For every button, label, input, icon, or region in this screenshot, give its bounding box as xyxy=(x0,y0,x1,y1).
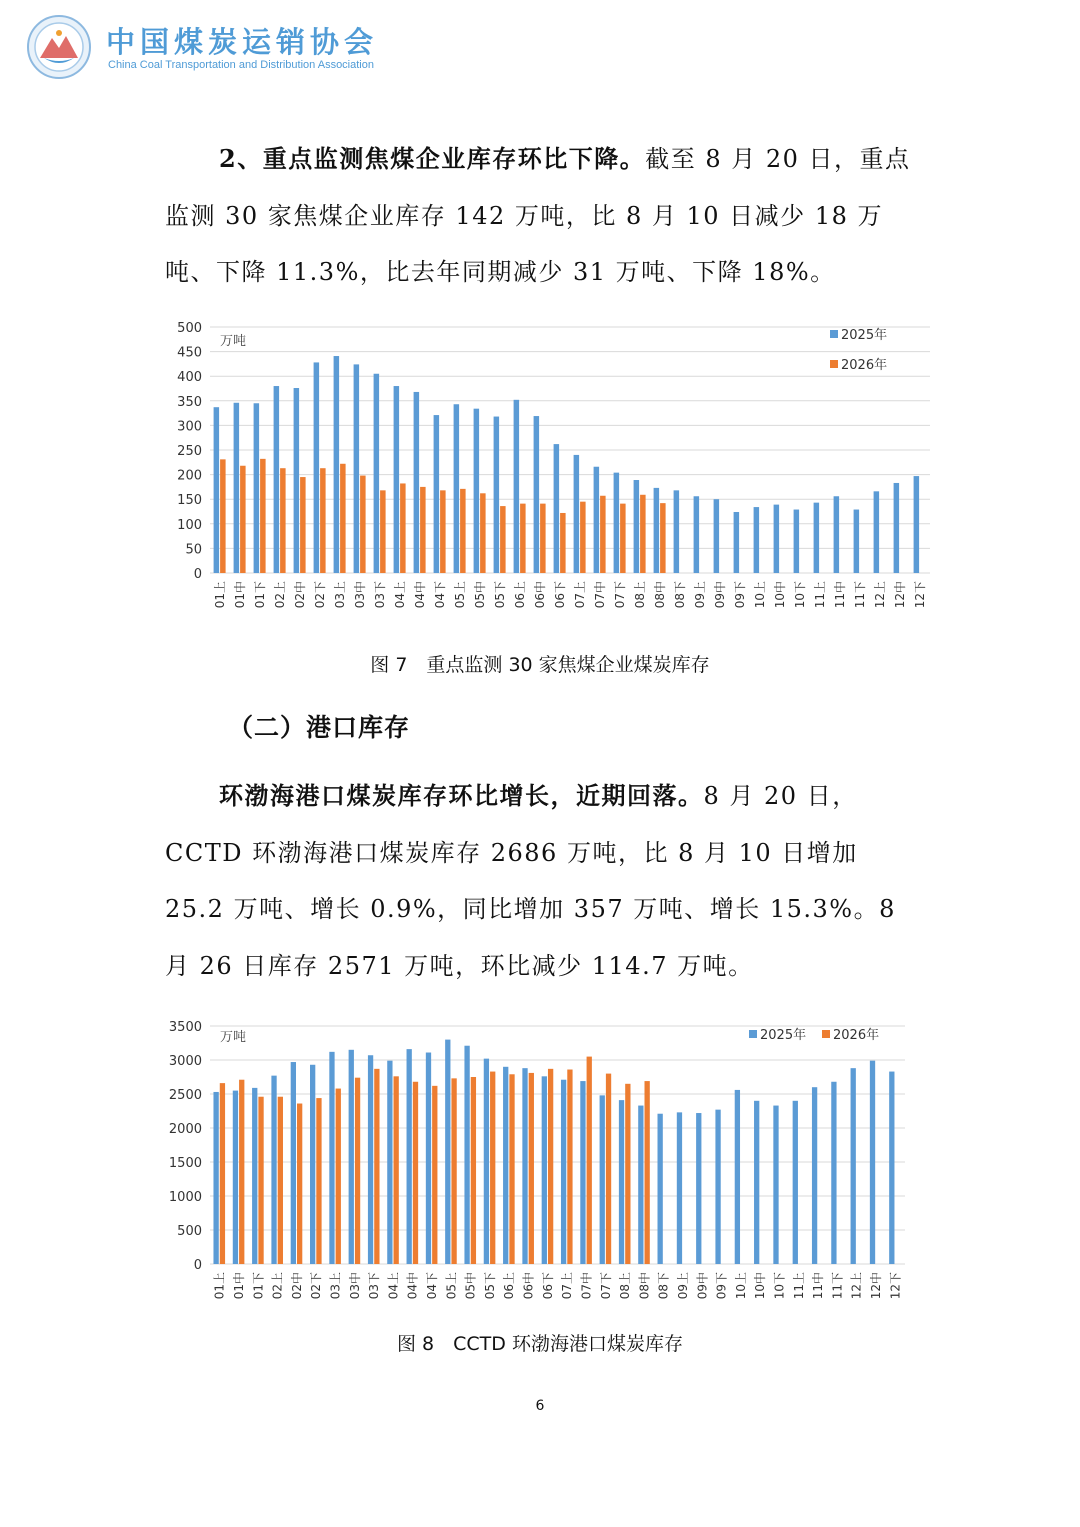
legend-label: 2025年 xyxy=(841,328,888,343)
bar-2026-01上 xyxy=(220,459,226,573)
x-tick-label: 05中 xyxy=(473,581,487,609)
y-tick-label: 1500 xyxy=(168,1156,202,1171)
bar-2026-07上 xyxy=(580,502,586,573)
legend-swatch xyxy=(830,330,838,338)
bar-2025-07中 xyxy=(580,1081,585,1264)
y-tick-label: 450 xyxy=(177,345,202,361)
x-tick-label: 05下 xyxy=(493,581,507,609)
y-tick-label: 250 xyxy=(177,444,202,459)
chart-port-coal-inventory xyxy=(155,1012,920,1312)
x-tick-label: 03下 xyxy=(373,581,387,609)
bar-2025-05上 xyxy=(454,404,460,573)
bar-2026-07中 xyxy=(587,1057,592,1264)
bar-2026-03上 xyxy=(336,1089,341,1264)
bar-2025-03上 xyxy=(334,356,340,573)
bar-2026-03中 xyxy=(355,1078,360,1264)
x-tick-label: 08下 xyxy=(673,581,687,609)
x-tick-label: 02上 xyxy=(273,581,287,609)
bar-2025-03下 xyxy=(368,1055,373,1264)
x-tick-label: 08下 xyxy=(656,1272,671,1300)
bar-2025-08中 xyxy=(638,1106,643,1264)
page-number: 6 xyxy=(535,1398,545,1414)
x-tick-label: 09下 xyxy=(714,1272,729,1300)
x-tick-label: 06上 xyxy=(502,1272,517,1300)
bar-2025-06下 xyxy=(542,1076,547,1264)
bar-2025-04上 xyxy=(394,386,400,573)
x-tick-label: 04中 xyxy=(413,581,427,609)
bar-2025-12上 xyxy=(874,491,880,573)
x-tick-label: 03下 xyxy=(367,1272,382,1300)
bar-2025-06上 xyxy=(503,1067,508,1264)
x-tick-label: 09上 xyxy=(675,1272,690,1300)
bar-2025-02中 xyxy=(294,388,300,573)
x-tick-label: 12中 xyxy=(893,581,907,609)
x-tick-label: 06中 xyxy=(521,1272,536,1300)
bar-2025-08下 xyxy=(658,1114,663,1264)
figure-caption-8: 图 8 CCTD 环渤海港口煤炭库存 xyxy=(397,1333,683,1355)
y-tick-label: 2500 xyxy=(168,1088,202,1103)
bar-2025-09上 xyxy=(694,496,700,573)
bar-2026-03下 xyxy=(380,490,386,573)
bar-2026-08中 xyxy=(644,1081,649,1264)
bar-2026-03下 xyxy=(374,1069,379,1264)
bar-2026-04中 xyxy=(413,1082,418,1264)
bar-2025-10下 xyxy=(794,510,800,573)
bar-2025-07下 xyxy=(600,1095,605,1264)
bar-2025-06下 xyxy=(554,444,560,573)
bar-2026-08上 xyxy=(640,495,646,573)
legend-swatch xyxy=(749,1030,757,1038)
y-tick-label: 0 xyxy=(193,1258,202,1273)
y-tick-label: 150 xyxy=(177,493,202,509)
paragraph-lead: 2、重点监测焦煤企业库存环比下降。 xyxy=(219,144,646,173)
x-tick-label: 12下 xyxy=(913,581,927,609)
x-tick-label: 05上 xyxy=(453,581,467,609)
x-tick-label: 11下 xyxy=(830,1272,845,1300)
bar-2025-03中 xyxy=(349,1050,354,1264)
legend-label: 2025年 xyxy=(760,1028,807,1043)
bar-2025-01下 xyxy=(252,1088,257,1264)
bar-2025-08上 xyxy=(619,1100,624,1264)
bar-2026-04下 xyxy=(440,490,446,573)
x-tick-label: 06中 xyxy=(533,581,547,609)
x-tick-label: 02中 xyxy=(293,581,307,609)
bar-2026-02中 xyxy=(300,477,306,573)
bar-2026-08上 xyxy=(625,1084,630,1264)
x-tick-label: 08中 xyxy=(653,581,667,609)
section-heading-port-inventory: （二）港口库存 xyxy=(228,713,411,742)
x-tick-label: 03中 xyxy=(347,1272,362,1300)
x-tick-label: 07上 xyxy=(560,1272,575,1300)
legend-swatch xyxy=(830,360,838,368)
bar-2025-12上 xyxy=(851,1068,856,1264)
x-tick-label: 09中 xyxy=(695,1272,710,1300)
x-tick-label: 01下 xyxy=(253,581,267,609)
paragraph-coking-coal xyxy=(165,131,925,301)
bar-2025-04中 xyxy=(414,392,420,573)
bar-2025-12下 xyxy=(889,1072,894,1264)
x-tick-label: 07中 xyxy=(593,581,607,609)
paragraph-port-inventory xyxy=(165,768,925,994)
bar-2025-05中 xyxy=(474,409,480,573)
paragraph-lead: 环渤海港口煤炭库存环比增长，近期回落。 xyxy=(219,781,704,810)
x-tick-label: 07上 xyxy=(573,581,587,609)
x-tick-label: 10中 xyxy=(773,581,787,609)
bar-2025-05下 xyxy=(494,417,500,573)
bar-2026-01中 xyxy=(240,466,246,573)
x-tick-label: 04下 xyxy=(425,1272,440,1300)
bar-2025-08中 xyxy=(654,488,660,573)
bar-2025-09下 xyxy=(734,512,740,573)
bar-2025-04下 xyxy=(426,1053,431,1264)
bar-2025-12下 xyxy=(914,476,920,573)
bar-2025-07下 xyxy=(614,473,620,573)
x-tick-label: 12下 xyxy=(888,1272,903,1300)
bar-2025-09中 xyxy=(714,499,720,573)
bar-2026-01中 xyxy=(239,1080,244,1264)
bar-2026-04上 xyxy=(394,1076,399,1264)
bar-2026-01上 xyxy=(220,1083,225,1264)
x-tick-label: 03上 xyxy=(333,581,347,609)
bar-2025-10中 xyxy=(774,505,780,573)
x-tick-label: 02中 xyxy=(289,1272,304,1300)
bar-2025-04中 xyxy=(407,1049,412,1264)
bar-2026-07上 xyxy=(567,1070,572,1264)
x-tick-label: 02下 xyxy=(313,581,327,609)
x-tick-label: 11上 xyxy=(791,1272,806,1300)
y-tick-label: 0 xyxy=(193,567,202,582)
y-axis-unit-label: 万吨 xyxy=(220,334,247,349)
x-tick-label: 09下 xyxy=(733,581,747,609)
y-tick-label: 350 xyxy=(177,394,202,410)
x-tick-label: 10下 xyxy=(793,581,807,609)
bar-2025-11中 xyxy=(812,1087,817,1264)
x-tick-label: 01中 xyxy=(233,581,247,609)
bar-2026-05下 xyxy=(500,506,506,573)
x-tick-label: 06下 xyxy=(540,1272,555,1300)
bar-2025-05中 xyxy=(464,1046,469,1264)
bar-2025-11上 xyxy=(814,503,820,573)
y-tick-label: 3000 xyxy=(168,1054,202,1069)
bar-2025-10上 xyxy=(735,1090,740,1264)
x-tick-label: 11下 xyxy=(853,581,867,609)
y-tick-label: 500 xyxy=(177,321,202,336)
bar-2025-03下 xyxy=(374,374,380,573)
paragraph-body: 8 月 20 日，CCTD 环渤海港口煤炭库存 2686 万吨，比 8 月 10 日增加 25.2 万吨、增长 0.9%，同比增加 357 万吨、增长 15.3%。8 月 26 日库存 2571 万吨，环比减少 114.7 万吨。 xyxy=(165,782,896,980)
x-tick-label: 07中 xyxy=(579,1272,594,1300)
x-tick-label: 04上 xyxy=(393,581,407,609)
bar-2025-11下 xyxy=(854,510,860,573)
bar-2026-07下 xyxy=(606,1074,611,1264)
x-tick-label: 08上 xyxy=(618,1272,633,1300)
x-tick-label: 11中 xyxy=(833,581,847,609)
x-tick-label: 12上 xyxy=(849,1272,864,1300)
x-tick-label: 04上 xyxy=(386,1272,401,1300)
x-tick-label: 10上 xyxy=(733,1272,748,1300)
x-tick-label: 01上 xyxy=(213,581,227,609)
bar-2026-05中 xyxy=(480,493,486,573)
x-tick-label: 10中 xyxy=(753,1272,768,1300)
bar-2025-06上 xyxy=(514,400,520,573)
bar-2026-02中 xyxy=(297,1104,302,1264)
x-tick-label: 02下 xyxy=(309,1272,324,1300)
x-tick-label: 04中 xyxy=(405,1272,420,1300)
bar-2026-05中 xyxy=(471,1077,476,1264)
x-tick-label: 07下 xyxy=(613,581,627,609)
bar-2025-10下 xyxy=(773,1106,778,1264)
bar-2026-02下 xyxy=(320,468,326,573)
bar-2025-01上 xyxy=(213,1092,218,1264)
bar-2026-06中 xyxy=(529,1073,534,1264)
bar-2026-06中 xyxy=(540,504,546,573)
x-tick-label: 03上 xyxy=(328,1272,343,1300)
y-tick-label: 300 xyxy=(177,419,202,435)
bar-2025-12中 xyxy=(894,483,900,573)
x-tick-label: 09上 xyxy=(693,581,707,609)
x-tick-label: 11上 xyxy=(813,581,827,609)
x-tick-label: 03中 xyxy=(353,581,367,609)
bar-2025-08下 xyxy=(674,490,680,573)
bar-2025-08上 xyxy=(634,480,640,573)
x-tick-label: 01中 xyxy=(231,1272,246,1300)
bar-2025-12中 xyxy=(870,1061,875,1264)
bar-2026-06下 xyxy=(560,513,566,573)
bar-2026-04下 xyxy=(432,1086,437,1264)
x-tick-label: 01上 xyxy=(212,1272,227,1300)
x-tick-label: 06上 xyxy=(513,581,527,609)
association-logo xyxy=(26,14,92,80)
bar-2026-07中 xyxy=(600,496,606,573)
y-axis-unit-label: 万吨 xyxy=(220,1030,247,1045)
legend-label: 2026年 xyxy=(833,1028,880,1043)
y-tick-label: 400 xyxy=(177,370,202,386)
bar-2026-03中 xyxy=(360,476,366,573)
figure-caption-7: 图 7 重点监测 30 家焦煤企业煤炭库存 xyxy=(370,654,710,676)
bar-2025-11下 xyxy=(831,1082,836,1264)
bar-2026-01下 xyxy=(258,1097,263,1264)
x-tick-label: 05上 xyxy=(444,1272,459,1300)
y-tick-label: 1000 xyxy=(168,1190,202,1205)
bar-2025-02下 xyxy=(314,362,320,573)
x-tick-label: 09中 xyxy=(713,581,727,609)
y-tick-label: 100 xyxy=(177,517,202,533)
y-tick-label: 3500 xyxy=(168,1020,202,1035)
bar-2025-10上 xyxy=(754,507,760,573)
bar-2026-05上 xyxy=(451,1078,456,1264)
bar-2025-01中 xyxy=(234,403,240,573)
bar-2025-05下 xyxy=(484,1059,489,1264)
bar-2026-03上 xyxy=(340,464,346,573)
bar-2026-02上 xyxy=(278,1097,283,1264)
bar-2025-07中 xyxy=(594,467,600,573)
y-tick-label: 50 xyxy=(185,542,202,558)
bar-2026-06上 xyxy=(509,1074,514,1264)
y-tick-label: 500 xyxy=(177,1224,202,1239)
bar-2025-02中 xyxy=(291,1062,296,1264)
bar-2025-09中 xyxy=(696,1113,701,1264)
association-name-cn: 中国煤炭运销协会 xyxy=(106,25,379,59)
bar-2025-07上 xyxy=(574,455,580,573)
bar-2025-01中 xyxy=(233,1091,238,1264)
bar-2026-02下 xyxy=(316,1098,321,1264)
bar-2025-01上 xyxy=(214,407,220,573)
bar-2025-09下 xyxy=(715,1110,720,1264)
bar-2026-08中 xyxy=(660,503,666,573)
bar-2025-04下 xyxy=(434,415,440,573)
chart-coking-coal-inventory xyxy=(160,315,940,620)
bar-2025-11中 xyxy=(834,496,840,573)
bar-2025-05上 xyxy=(445,1040,450,1264)
bar-2025-06中 xyxy=(522,1068,527,1264)
bar-2025-02上 xyxy=(274,386,280,573)
bar-2026-07下 xyxy=(620,504,626,573)
association-name-en: China Coal Transportation and Distribution Association xyxy=(108,59,374,71)
bar-2025-01下 xyxy=(254,403,260,573)
legend-label: 2026年 xyxy=(841,358,888,373)
x-tick-label: 06下 xyxy=(553,581,567,609)
bar-2025-11上 xyxy=(793,1101,798,1264)
x-tick-label: 10下 xyxy=(772,1272,787,1300)
bar-2026-05下 xyxy=(490,1072,495,1264)
bar-2026-05上 xyxy=(460,489,466,573)
y-tick-label: 2000 xyxy=(168,1122,202,1137)
bar-2025-02下 xyxy=(310,1065,315,1264)
bar-2025-03中 xyxy=(354,364,360,573)
x-tick-label: 07下 xyxy=(598,1272,613,1300)
bar-2025-07上 xyxy=(561,1080,566,1264)
legend-swatch xyxy=(822,1030,830,1038)
bar-2025-04上 xyxy=(387,1061,392,1264)
x-tick-label: 08上 xyxy=(633,581,647,609)
x-tick-label: 11中 xyxy=(811,1272,826,1300)
x-tick-label: 08中 xyxy=(637,1272,652,1300)
bar-2025-02上 xyxy=(271,1076,276,1264)
x-tick-label: 05下 xyxy=(482,1272,497,1300)
bar-2026-04上 xyxy=(400,483,406,573)
paragraph-body: 截至 8 月 20 日，重点监测 30 家焦煤企业库存 142 万吨，比 8 月 10 日减少 18 万吨、下降 11.3%，比去年同期减少 31 万吨、下降 18%。 xyxy=(165,145,911,286)
x-tick-label: 12中 xyxy=(869,1272,884,1300)
bar-2025-09上 xyxy=(677,1112,682,1264)
bar-2025-06中 xyxy=(534,416,540,573)
x-tick-label: 02上 xyxy=(270,1272,285,1300)
bar-2025-03上 xyxy=(329,1052,334,1264)
x-tick-label: 01下 xyxy=(251,1272,266,1300)
y-tick-label: 200 xyxy=(177,468,202,484)
bar-2026-01下 xyxy=(260,459,266,573)
bar-2026-02上 xyxy=(280,468,286,573)
bar-2026-06上 xyxy=(520,504,526,573)
x-tick-label: 12上 xyxy=(873,581,887,609)
x-tick-label: 04下 xyxy=(433,581,447,609)
bar-2026-06下 xyxy=(548,1069,553,1264)
bar-2026-04中 xyxy=(420,487,426,573)
x-tick-label: 05中 xyxy=(463,1272,478,1300)
bar-2025-10中 xyxy=(754,1101,759,1264)
x-tick-label: 10上 xyxy=(753,581,767,609)
